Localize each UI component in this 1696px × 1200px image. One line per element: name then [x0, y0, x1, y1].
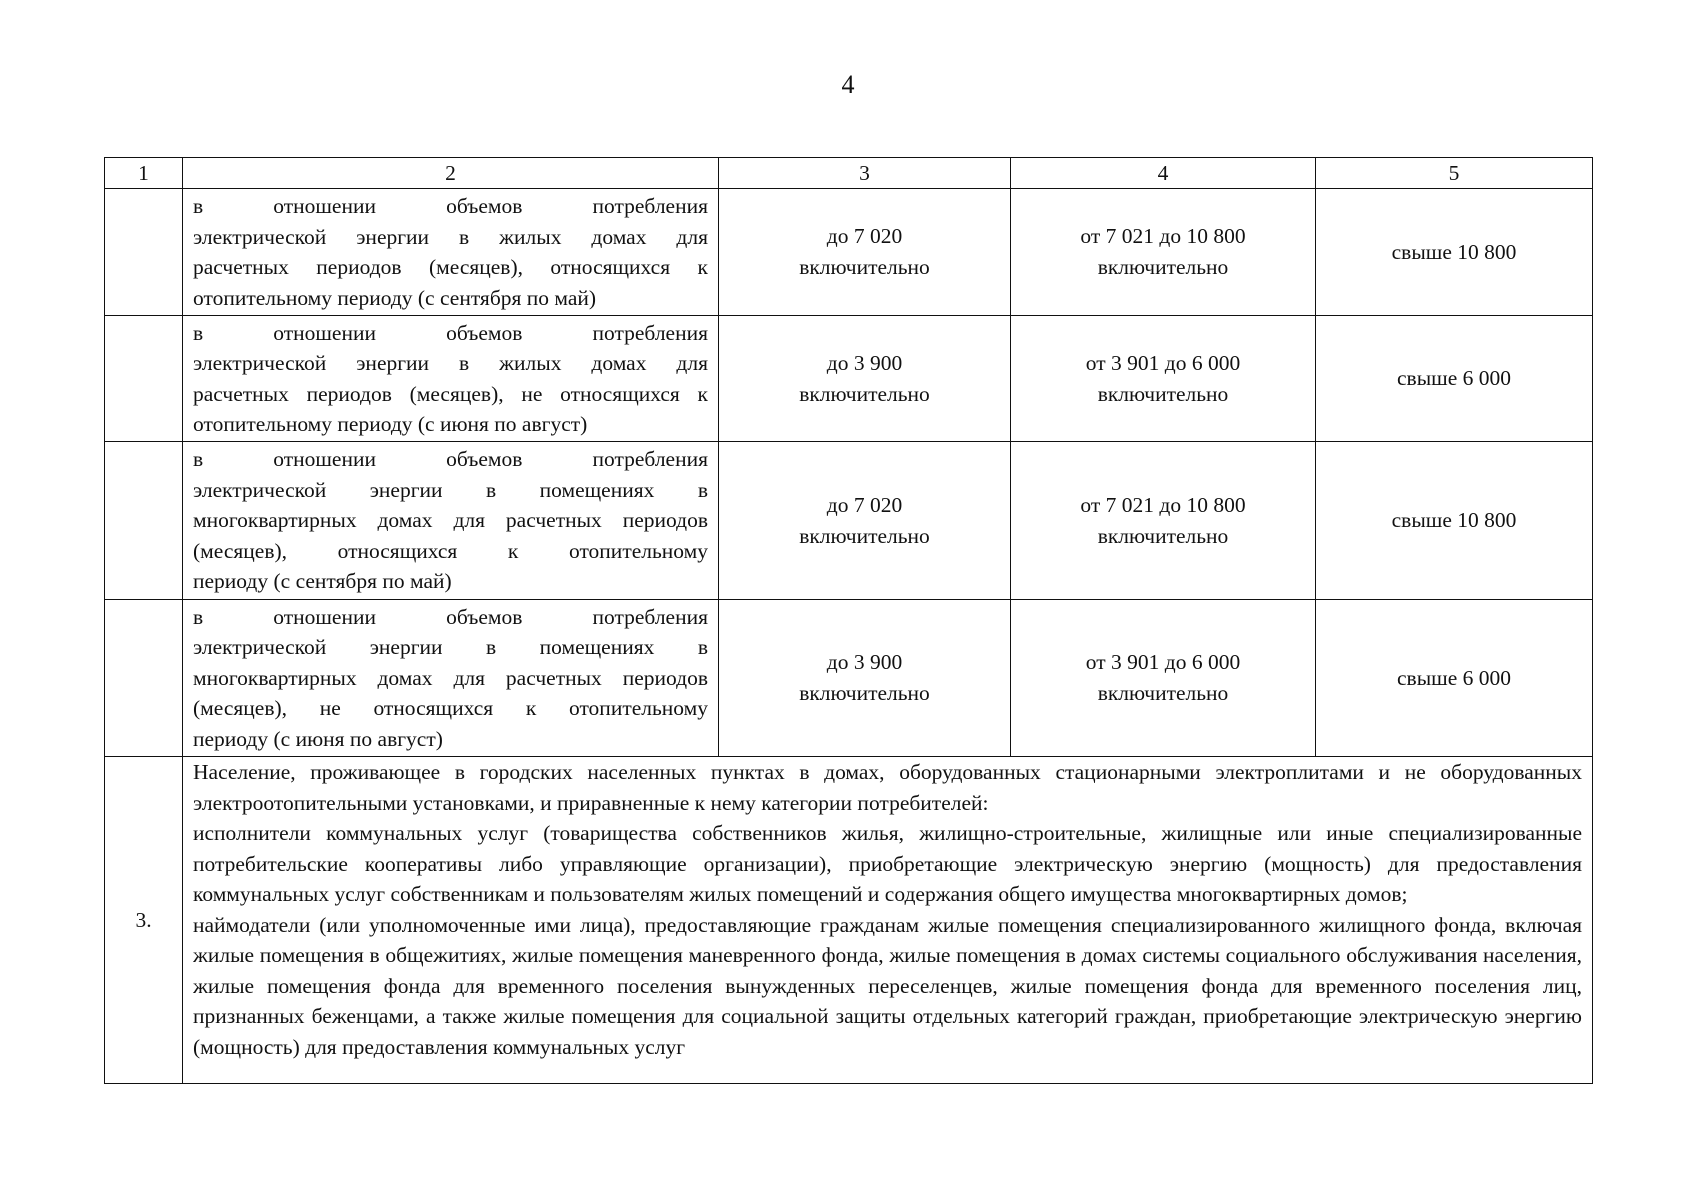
desc-line: (месяцев), относящихся к отопительному [193, 538, 708, 563]
range-qualifier: включительно [799, 681, 930, 705]
desc-line: многоквартирных домах для расчетных периодов [193, 665, 708, 690]
desc-line: (месяцев), не относящихся к отопительному [193, 696, 708, 721]
range-low [719, 189, 1011, 316]
tariff-table [104, 157, 1593, 1084]
range-qualifier: включительно [799, 381, 930, 406]
range-qualifier: включительно [799, 523, 930, 548]
header-cell: 1 [105, 158, 183, 189]
row-number [105, 316, 183, 442]
header-row [105, 158, 1593, 189]
row-description [183, 600, 719, 757]
desc-line: электрической энергии в помещениях в [193, 635, 708, 660]
row-description [183, 442, 719, 600]
range-high: свыше 10 800 [1316, 189, 1593, 316]
table-row [105, 600, 1593, 757]
section-paragraph: исполнители коммунальных услуг (товарищества собственников жилья, жилищно-строительные, жилищные или иные специализированные потребительские кооперативы либо управляющие организации), приобретающие электрическую энергию (мощность) для предоставления коммунальных услуг собственникам и пользователям жилых помещений и содержания общего имущества многоквартирных домов; [193, 821, 1582, 906]
range-high: свыше 10 800 [1316, 442, 1593, 600]
desc-line: многоквартирных домах для расчетных периодов [193, 508, 708, 533]
desc-line: в отношении объемов потребления [193, 604, 708, 629]
range-low [719, 600, 1011, 757]
range-high: свыше 6 000 [1316, 316, 1593, 442]
desc-line: отопительному периоду (с июня по август) [193, 412, 588, 436]
range-mid [1011, 442, 1316, 600]
desc-line: периоду (с июня по август) [193, 726, 443, 751]
desc-line: в отношении объемов потребления [193, 194, 708, 218]
range-mid [1011, 600, 1316, 757]
row-number [105, 189, 183, 316]
table-row [105, 442, 1593, 600]
desc-line: периоду (с сентября по май) [193, 569, 452, 594]
range-qualifier: включительно [1097, 255, 1229, 279]
desc-line: электрической энергии в помещениях в [193, 477, 708, 502]
desc-line: отопительному периоду (с сентября по май) [193, 285, 597, 310]
desc-line: в отношении объемов потребления [193, 320, 708, 345]
section-paragraph: Население, проживающее в городских населенных пунктах в домах, оборудованных стационарными электроплитами и не оборудованных электроотопительными установками, и приравненные к нему категории потребителей: [193, 760, 1582, 815]
range-value: до 7 020 [826, 492, 903, 517]
range-value: до 3 900 [826, 350, 903, 375]
header-cell: 4 [1011, 158, 1316, 189]
range-value: до 7 020 [826, 224, 903, 248]
range-qualifier: включительно [799, 255, 930, 279]
range-value: от 3 901 до 6 000 [1085, 650, 1241, 674]
desc-line: электрической энергии в жилых домах для [193, 351, 708, 375]
table-row [105, 189, 1593, 316]
desc-line: расчетных периодов (месяцев), не относящихся к [193, 381, 708, 406]
desc-line: в отношении объемов потребления [193, 447, 708, 472]
range-value: до 3 900 [826, 650, 903, 674]
range-mid [1011, 189, 1316, 316]
range-qualifier: включительно [1097, 381, 1229, 406]
range-value: от 7 021 до 10 800 [1080, 492, 1246, 517]
section-text [183, 757, 1593, 1084]
row-description [183, 316, 719, 442]
section-row [105, 757, 1593, 1084]
header-cell: 2 [183, 158, 719, 189]
range-qualifier: включительно [1097, 681, 1229, 705]
range-low [719, 316, 1011, 442]
section-number: 3. [105, 757, 183, 1084]
range-value: от 7 021 до 10 800 [1080, 224, 1246, 248]
row-number [105, 600, 183, 757]
row-number [105, 442, 183, 600]
range-value: от 3 901 до 6 000 [1085, 350, 1241, 375]
section-paragraph: наймодатели (или уполномоченные ими лица), предоставляющие гражданам жилые помещения специализированного жилищного фонда, включая жилые помещения в общежитиях, жилые помещения маневренного фонда, жилые помещения в домах системы социального обслуживания населения, жилые помещения фонда для временного поселения вынужденных переселенцев, жилые помещения фонда для временного поселения лиц, признанных беженцами, а также жилые помещения для социальной защиты отдельных категорий граждан, приобретающие электрическую энергию (мощность) для предоставления коммунальных услуг [193, 912, 1582, 1059]
page-number: 4 [841, 70, 855, 99]
table-row [105, 316, 1593, 442]
header-cell: 3 [719, 158, 1011, 189]
desc-line: расчетных периодов (месяцев), относящихся к [193, 255, 708, 279]
header-cell: 5 [1316, 158, 1593, 189]
range-low [719, 442, 1011, 600]
row-description [183, 189, 719, 316]
range-qualifier: включительно [1097, 523, 1229, 548]
range-mid [1011, 316, 1316, 442]
range-high: свыше 6 000 [1316, 600, 1593, 757]
desc-line: электрической энергии в жилых домах для [193, 224, 708, 249]
